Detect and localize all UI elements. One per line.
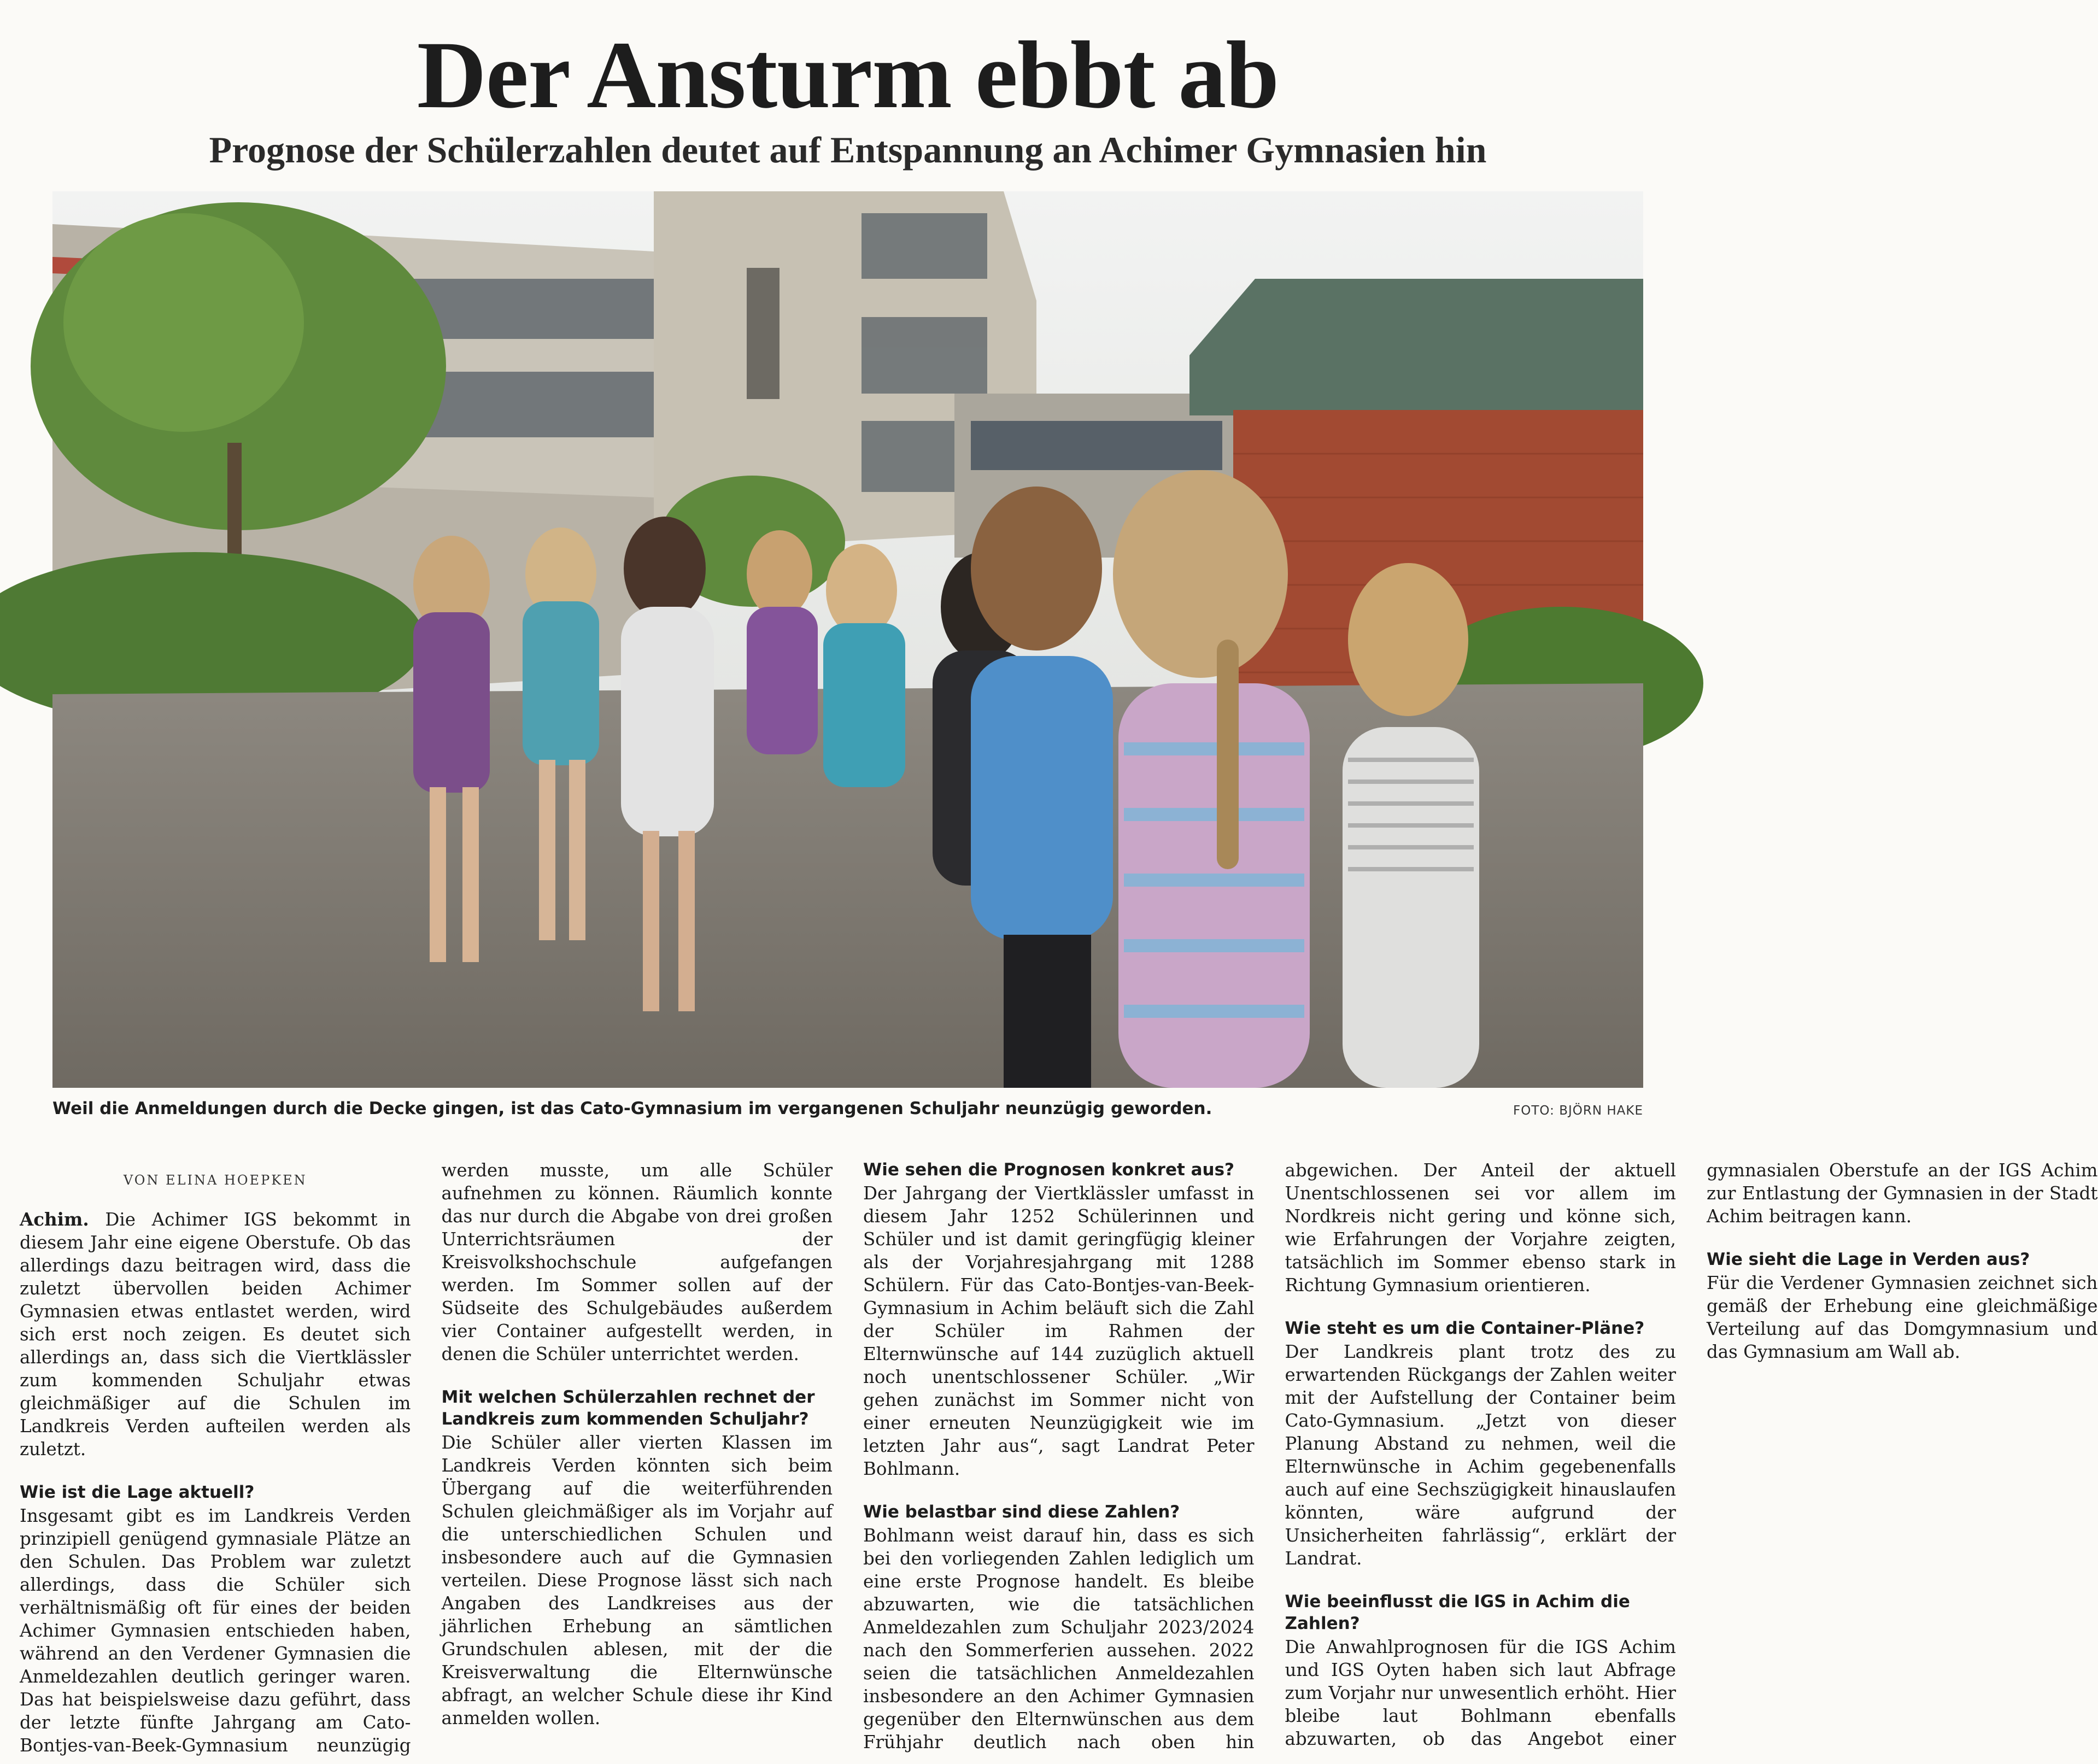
section-text: Die Anwahlprognosen für die IGS Achim und IGS Oyten haben sich laut Abfrage zum Vorjahr nur unwesentlich erhöht. Hier bleibe laut Bohlmann ebenfalls abzuwarten, ob das Angebot einer gymnasialen Oberstufe an der IGS Achim zur Entlastung der Gymnasien in der Stadt Achim beitragen kann.: [1285, 1160, 2098, 1749]
section-heading: Mit welchen Schülerzahlen rechnet der Landkreis zum kommenden Schuljahr?: [441, 1387, 815, 1429]
byline: VON ELINA HOEPKEN: [123, 1173, 307, 1188]
section-text: Für die Verdener Gymnasien zeichnet sich gemäß der Erhebung eine gleichmäßige Verteilung auf das Domgymnasium und das Gymnasium am Wall ab.: [1707, 1273, 2098, 1362]
section-text: Der Jahrgang der Viertklässler umfasst in diesem Jahr 1252 Schülerinnen und Schüler und ist damit geringfügig kleiner als der Vorjahresjahrgang mit 1288 Schülern. Für das Cato-Bontjes-van-Beek-Gymnasium in Achim beläuft sich die Zahl der Schüler im Rahmen der Elternwünsche auf 144 zuzüglich aktuell noch unentschlossener Schüler. „Wir gehen zunächst im Sommer nicht von einer erneuten Neunzügigkeit wie im letzten Jahr aus“, sagt Landrat Peter Bohlmann.: [863, 1183, 1255, 1479]
section-text: Der Landkreis plant trotz des zu erwartenden Rückgangs der Zahlen weiter mit der Aufstellung der Container beim Cato-Gymnasium. „Jetzt von dieser Planung Abstand zu nehmen, weil die Elternwünsche in Achim gegebenenfalls auch auf eine Sechszügigkeit hinauslaufen könnten, wäre aufgrund der Unsicherheiten fahrlässig“, erklärt der Landrat.: [1285, 1341, 1676, 1569]
dateline: Achim.: [20, 1209, 89, 1230]
section-heading: Wie sieht die Lage in Verden aus?: [1707, 1250, 2030, 1269]
section-heading: Wie steht es um die Container-Pläne?: [1285, 1318, 1645, 1338]
section-text: Die Schüler aller vierten Klassen im Landkreis Verden könnten sich beim Übergang auf die weiterführenden Schulen gleichmäßiger als im Vorjahr auf die unterschiedlichen Schulen und insbesondere auch auf die Gymnasien verteilen. Diese Prognose lässt sich nach Angaben des Landkreises aus der jährlichen Erhebung an sämtlichen Grundschulen ablesen, mit der die Kreisverwaltung die Elternwünsche abfragt, an welcher Schule diese ihr Kind anmelden wollen.: [441, 1432, 833, 1728]
section-heading: Wie sehen die Prognosen konkret aus?: [863, 1160, 1235, 1180]
photo-credit: FOTO: BJÖRN HAKE: [1513, 1104, 1643, 1118]
photo-caption: Weil die Anmeldungen durch die Decke gingen, ist das Cato-Gymnasium im vergangenen Schuljahr neunzügig geworden.: [52, 1099, 1212, 1118]
lead-paragraph: [20, 1208, 411, 1461]
section-heading: Wie belastbar sind diese Zahlen?: [863, 1502, 1180, 1522]
school-photo-illustration: [52, 191, 1643, 1088]
section-text: Insgesamt gibt es im Landkreis Verden prinzipiell genügend gymnasiale Plätze an den Schulen. Das Problem war zuletzt allerdings, dass die Schüler sich verhältnismäßig oft für eines der beiden Achimer Gymnasien entschieden haben, während an den Verdener Gymnasien die Anmeldezahlen deutlich geringer waren. Das hat beispielsweise dazu geführt, dass der letzte fünfte Jahrgang am Cato-Bontjes-van-Beek-Gymnasium neunzügig werden musste, um alle Schüler aufnehmen zu können. Räumlich konnte das nur durch die Abgabe von drei großen Unterrichtsräumen der Kreisvolkshochschule aufgefangen werden. Im Sommer sollen auf der Südseite des Schulgebäudes außerdem vier Container aufgestellt werden, in denen die Schüler unterrichtet werden.: [20, 1160, 833, 1756]
section-heading: Wie ist die Lage aktuell?: [20, 1482, 255, 1502]
headline: Der Ansturm ebbt ab: [417, 22, 1279, 128]
lead-text: Die Achimer IGS bekommt in diesem Jahr eine eigene Oberstufe. Ob das allerdings dazu beitragen wird, dass die zuletzt übervollen beiden Achimer Gymnasien etwas entlastet werden, wird sich erst noch zeigen. Es deutet sich allerdings an, dass sich die Viertklässler zum kommenden Schuljahr etwas gleichmäßiger auf die Schulen im Landkreis Verden aufteilen werden als zuletzt.: [20, 1209, 411, 1460]
section-heading: Wie beeinflusst die IGS in Achim die Zahlen?: [1285, 1592, 1630, 1633]
subheadline: Prognose der Schülerzahlen deutet auf Entspannung an Achimer Gymnasien hin: [209, 129, 1487, 171]
article-photo: [52, 191, 1643, 1088]
article-body: [20, 1159, 2098, 1760]
section-text: Bohlmann weist darauf hin, dass es sich bei den vorliegenden Zahlen lediglich um eine erste Prognose handelt. Es bleibe abzuwarten, wie die tatsächlichen Anmeldezahlen zum Schuljahr 2023/2024 nach den Sommerferien aussehen. 2022 seien die tatsächlichen Anmeldezahlen insbesondere an den Achimer Gymnasien gegenüber den Elternwünschen aus dem Frühjahr deutlich nach oben hin abgewichen. Der Anteil der aktuell Unentschlossenen sei vor allem im Nordkreis nicht gering und könne sich, wie Erfahrungen der Vorjahre zeigten, tatsächlich im Sommer ebenso stark in Richtung Gymnasium orientieren.: [863, 1160, 1676, 1753]
